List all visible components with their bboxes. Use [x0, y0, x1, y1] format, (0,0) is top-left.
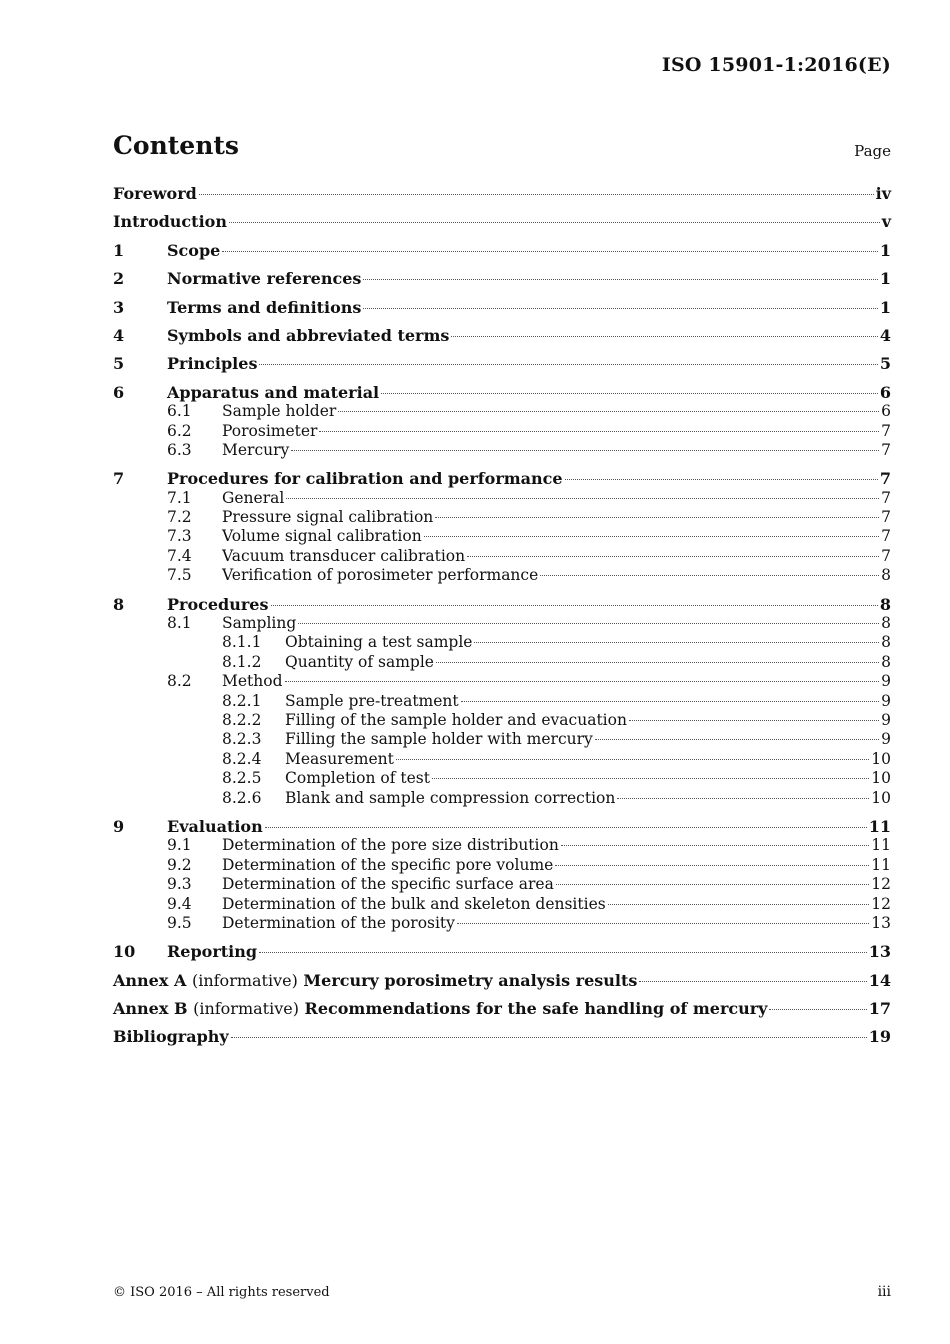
toc-entry-title: Determination of the specific pore volume — [222, 855, 554, 874]
toc-entry-title: Procedures — [167, 594, 269, 614]
toc-entry[interactable] — [113, 711, 891, 730]
dot-leader — [556, 884, 869, 885]
toc-entry-title: Terms and definitions — [167, 297, 362, 317]
dot-leader — [629, 720, 879, 721]
toc-entry[interactable] — [113, 422, 891, 441]
dot-leader — [436, 662, 879, 663]
toc-entry-page: 7 — [879, 469, 891, 489]
dot-leader — [608, 904, 870, 905]
toc-entry[interactable] — [113, 999, 891, 1018]
toc-entry-page: 8 — [881, 633, 891, 652]
toc-entry[interactable] — [113, 817, 891, 836]
dot-leader — [338, 411, 879, 412]
toc-entry-page: 17 — [868, 999, 891, 1019]
toc-entry-title: Determination of the pore size distribution — [222, 836, 559, 855]
copyright-notice: © ISO 2016 – All rights reserved — [113, 1285, 330, 1300]
toc-entry-title: Porosimeter — [222, 421, 318, 440]
dot-leader — [285, 681, 880, 682]
toc-entry-page: 8 — [881, 566, 891, 585]
toc-entry[interactable] — [113, 298, 891, 317]
toc-entry-title: Completion of test — [285, 769, 430, 788]
toc-entry[interactable] — [113, 1027, 891, 1046]
toc-entry[interactable] — [113, 836, 891, 855]
toc-entry[interactable] — [113, 875, 891, 894]
toc-entry-number: 6.3 — [167, 440, 192, 459]
toc-entry-number: 8.2.2 — [222, 710, 262, 729]
toc-entry-page: 1 — [879, 240, 891, 260]
toc-entry-number: 9.5 — [167, 913, 192, 932]
toc-entry[interactable] — [113, 692, 891, 711]
toc-entry-number: 8.1.2 — [222, 652, 262, 671]
document-id: ISO 15901-1:2016(E) — [661, 54, 891, 76]
dot-leader — [561, 845, 869, 846]
toc-entry[interactable] — [113, 914, 891, 933]
toc-entry[interactable] — [113, 595, 891, 614]
dot-leader — [259, 952, 867, 953]
toc-entry-number: 10 — [113, 942, 136, 962]
toc-entry-title: Foreword — [113, 184, 197, 203]
dot-leader — [457, 923, 869, 924]
toc-entry-title: Method — [222, 672, 283, 691]
toc-entry-title: Sampling — [222, 614, 297, 633]
toc-entry-page: 19 — [868, 1027, 891, 1047]
annex-note: (informative) — [193, 999, 299, 1019]
page-title: Contents — [113, 131, 240, 160]
dot-leader — [363, 279, 877, 280]
dot-leader — [319, 431, 879, 432]
dot-leader — [555, 865, 869, 866]
toc-entry[interactable] — [113, 750, 891, 769]
toc-entry[interactable] — [113, 441, 891, 460]
toc-entry-number: 3 — [113, 297, 125, 317]
toc-entry-number: 9.2 — [167, 855, 192, 874]
toc-entry-page: 9 — [881, 710, 891, 729]
toc-entry-title: Apparatus and material — [167, 382, 380, 402]
dot-leader — [298, 623, 879, 624]
toc-entry-number: 7.4 — [167, 546, 192, 565]
toc-entry-title: Pressure signal calibration — [222, 508, 434, 527]
toc-entry[interactable] — [113, 508, 891, 527]
page-column-label: Page — [854, 142, 891, 160]
toc-entry[interactable] — [113, 184, 891, 203]
toc-entry-number: 8.2.5 — [222, 769, 262, 788]
toc-entry[interactable] — [113, 633, 891, 652]
toc-entry[interactable] — [113, 326, 891, 345]
dot-leader — [639, 981, 866, 982]
toc-entry-title — [113, 999, 767, 1018]
toc-entry-title: Mercury — [222, 440, 290, 459]
toc-entry-page: 10 — [871, 749, 891, 768]
toc-entry-number: 8.2.1 — [222, 691, 262, 710]
toc-entry-number: 8.1 — [167, 614, 192, 633]
toc-entry-page: 4 — [879, 325, 891, 345]
toc-entry-number: 8.2.3 — [222, 730, 262, 749]
toc-entry-title: General — [222, 488, 285, 507]
dot-leader — [381, 393, 878, 394]
toc-entry-title: Symbols and abbreviated terms — [167, 325, 450, 345]
toc-entry[interactable] — [113, 402, 891, 421]
toc-entry-page: 1 — [879, 269, 891, 289]
toc-entry-page: 1 — [879, 297, 891, 317]
toc-entry-page: 7 — [881, 527, 891, 546]
toc-entry-title: Procedures for calibration and performance — [167, 469, 563, 489]
toc-entry-number: 7.5 — [167, 566, 192, 585]
dot-leader — [259, 364, 877, 365]
toc-entry-title: Verification of porosimeter performance — [222, 566, 539, 585]
toc-entry-number: 8.2.4 — [222, 749, 262, 768]
toc-entry-page: 7 — [881, 508, 891, 527]
toc-entry-page: 7 — [881, 488, 891, 507]
toc-entry-title: Reporting — [167, 942, 258, 962]
toc-entry-title: Determination of the porosity — [222, 913, 455, 932]
toc-entry-page: 7 — [881, 440, 891, 459]
toc-entry-page: v — [881, 212, 891, 232]
annex-title: Mercury porosimetry analysis results — [303, 970, 638, 990]
toc-entry[interactable] — [113, 789, 891, 808]
toc-entry-page: 12 — [871, 894, 891, 913]
dot-leader — [231, 1037, 867, 1038]
toc-entry-number: 9 — [113, 816, 125, 836]
dot-leader — [229, 222, 880, 223]
dot-leader — [435, 517, 879, 518]
toc-entry[interactable] — [113, 383, 891, 402]
dot-leader — [474, 642, 879, 643]
toc-entry-title: Sample pre-treatment — [285, 691, 459, 710]
toc-entry-page: 11 — [871, 836, 891, 855]
toc-entry-page: 9 — [881, 691, 891, 710]
dot-leader — [565, 479, 878, 480]
toc-entry[interactable] — [113, 672, 891, 691]
toc-entry-page: 8 — [881, 614, 891, 633]
dot-leader — [222, 251, 878, 252]
toc-entry[interactable] — [113, 241, 891, 260]
dot-leader — [461, 701, 879, 702]
toc-entry-title: Determination of the specific surface area — [222, 875, 554, 894]
toc-entry-title: Principles — [167, 354, 258, 374]
toc-entry-page: 8 — [881, 652, 891, 671]
toc-entry-page: 7 — [881, 421, 891, 440]
toc-entry[interactable] — [113, 212, 891, 231]
toc-entry-title — [113, 971, 637, 990]
toc-entry[interactable] — [113, 971, 891, 990]
toc-entry-page: 11 — [871, 855, 891, 874]
toc-entry-title: Determination of the bulk and skeleton densities — [222, 894, 606, 913]
toc-entry-title: Filling the sample holder with mercury — [285, 730, 593, 749]
dot-leader — [199, 194, 874, 195]
toc-entry-number: 7.1 — [167, 488, 192, 507]
toc-entry-page: 9 — [881, 672, 891, 691]
table-of-contents — [113, 184, 891, 1047]
annex-title: Recommendations for the safe handling of mercury — [304, 999, 768, 1019]
toc-entry-number: 8.2.6 — [222, 788, 262, 807]
toc-entry[interactable] — [113, 566, 891, 585]
dot-leader — [271, 605, 878, 606]
annex-label: Annex B — [113, 999, 188, 1019]
toc-entry-number: 9.3 — [167, 875, 192, 894]
toc-entry[interactable] — [113, 614, 891, 633]
dot-leader — [617, 798, 869, 799]
toc-entry[interactable] — [113, 469, 891, 488]
toc-entry-title: Sample holder — [222, 402, 337, 421]
toc-entry-page: 6 — [881, 402, 891, 421]
toc-entry[interactable] — [113, 354, 891, 373]
toc-entry[interactable] — [113, 730, 891, 749]
toc-entry[interactable] — [113, 895, 891, 914]
dot-leader — [451, 336, 877, 337]
toc-entry-page: iv — [875, 184, 891, 203]
toc-entry-page: 9 — [881, 730, 891, 749]
toc-entry[interactable] — [113, 489, 891, 508]
toc-entry-title: Vacuum transducer calibration — [222, 546, 466, 565]
toc-entry[interactable] — [113, 547, 891, 566]
dot-leader — [540, 575, 879, 576]
toc-entry-title: Bibliography — [113, 1027, 229, 1047]
toc-entry-title: Obtaining a test sample — [285, 633, 473, 652]
toc-entry[interactable] — [113, 769, 891, 788]
annex-note: (informative) — [191, 970, 298, 990]
dot-leader — [265, 827, 867, 828]
toc-entry-number: 9.1 — [167, 836, 192, 855]
toc-entry-title: Normative references — [167, 269, 362, 289]
dot-leader — [432, 778, 869, 779]
toc-entry-number: 7 — [113, 469, 125, 489]
toc-entry-number: 7.3 — [167, 527, 192, 546]
annex-label: Annex A — [113, 970, 187, 990]
toc-entry[interactable] — [113, 527, 891, 546]
toc-entry-title: Scope — [167, 240, 221, 260]
toc-entry-page: 10 — [871, 769, 891, 788]
dot-leader — [291, 450, 879, 451]
dot-leader — [769, 1009, 866, 1010]
toc-entry-number: 9.4 — [167, 894, 192, 913]
toc-entry-number: 6.2 — [167, 421, 192, 440]
toc-entry-title: Evaluation — [167, 816, 263, 836]
toc-entry-title: Volume signal calibration — [222, 527, 422, 546]
toc-entry-number: 7.2 — [167, 508, 192, 527]
toc-entry-page: 14 — [868, 970, 891, 990]
toc-entry-title: Quantity of sample — [285, 652, 434, 671]
dot-leader — [396, 759, 869, 760]
toc-entry-title: Filling of the sample holder and evacuation — [285, 710, 627, 729]
page-number: iii — [877, 1284, 891, 1300]
toc-entry-number: 6 — [113, 382, 125, 402]
toc-entry-number: 8.2 — [167, 672, 192, 691]
toc-entry[interactable] — [113, 942, 891, 961]
dot-leader — [424, 536, 879, 537]
toc-entry-title: Introduction — [113, 212, 227, 232]
toc-entry-number: 8.1.1 — [222, 633, 262, 652]
toc-entry[interactable] — [113, 269, 891, 288]
toc-entry-page: 13 — [868, 942, 891, 962]
toc-entry-page: 12 — [871, 875, 891, 894]
toc-entry-title: Measurement — [285, 749, 394, 768]
toc-entry-number: 4 — [113, 325, 125, 345]
dot-leader — [467, 556, 879, 557]
dot-leader — [595, 739, 879, 740]
toc-entry-page: 10 — [871, 788, 891, 807]
toc-entry-page: 11 — [868, 816, 891, 836]
toc-entry-page: 5 — [879, 354, 891, 374]
toc-entry-title: Blank and sample compression correction — [285, 788, 616, 807]
toc-entry-number: 2 — [113, 269, 125, 289]
toc-entry-number: 8 — [113, 594, 125, 614]
toc-entry-page: 6 — [879, 382, 891, 402]
toc-entry-number: 1 — [113, 240, 125, 260]
dot-leader — [286, 498, 879, 499]
toc-entry-number: 5 — [113, 354, 125, 374]
toc-entry-number: 6.1 — [167, 402, 192, 421]
toc-entry-page: 8 — [879, 594, 891, 614]
toc-entry-page: 13 — [871, 913, 891, 932]
dot-leader — [363, 308, 877, 309]
toc-entry[interactable] — [113, 653, 891, 672]
toc-entry[interactable] — [113, 856, 891, 875]
toc-entry-page: 7 — [881, 546, 891, 565]
